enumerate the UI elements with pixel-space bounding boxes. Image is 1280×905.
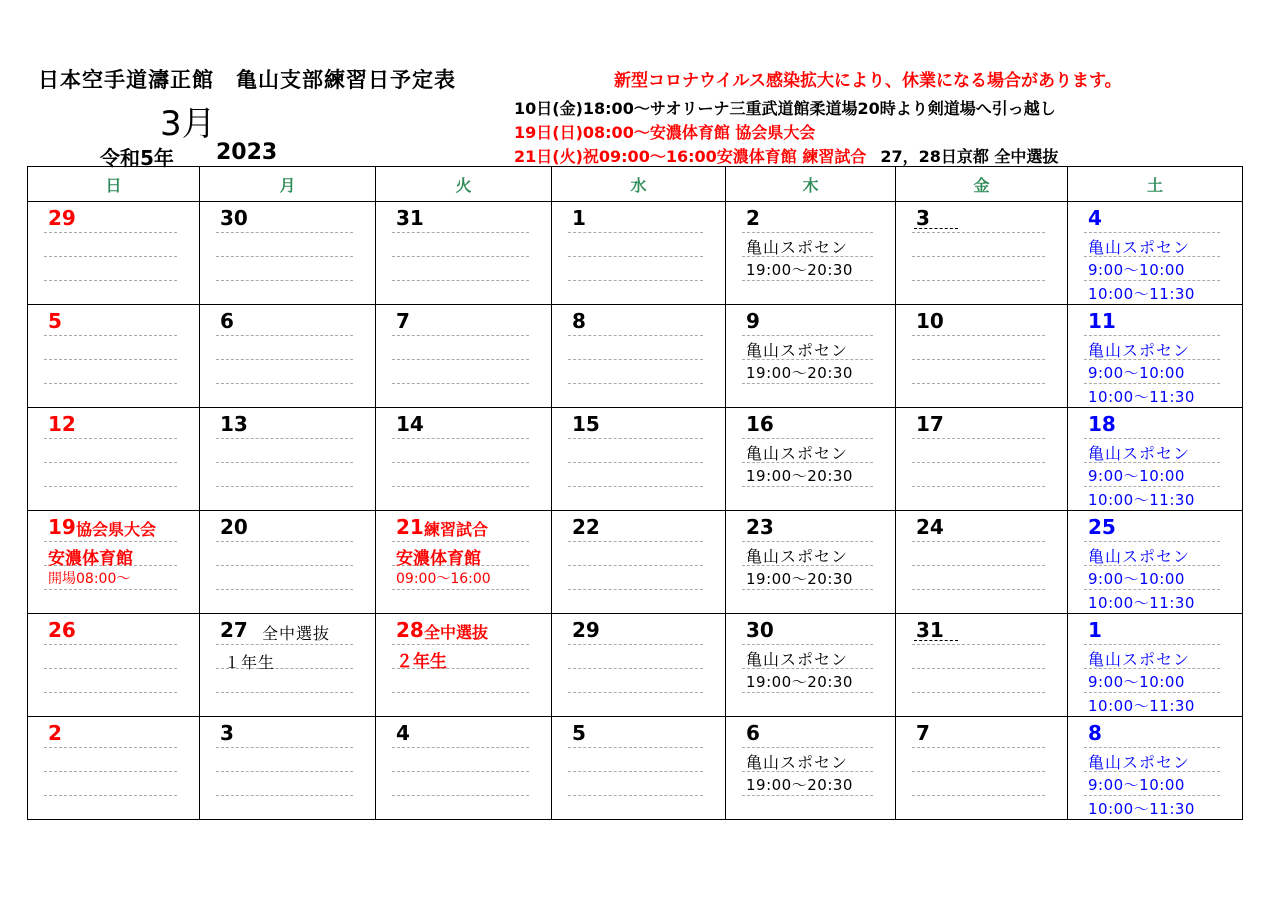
- day-number: 31: [916, 618, 944, 642]
- warning-notice: 新型コロナウイルス感染拡大により、休業になる場合があります。: [614, 71, 1122, 91]
- day-number: 10: [916, 309, 944, 333]
- day-number: 4: [396, 721, 410, 745]
- event-time: 10:00～11:30: [1088, 594, 1195, 612]
- dashed-guide-line: [568, 383, 703, 384]
- day-number: 5: [48, 309, 62, 333]
- week-row: [28, 408, 1243, 511]
- day-number: 6: [746, 721, 760, 745]
- day-number: 3: [916, 206, 930, 230]
- event-tag: 練習試合: [424, 520, 489, 539]
- day-cell[interactable]: [1068, 202, 1243, 305]
- dashed-guide-line: [392, 438, 529, 439]
- event-time: 9:00～10:00: [1088, 364, 1185, 382]
- day-number: 24: [916, 515, 944, 539]
- event-time: 開場08:00～: [48, 571, 131, 587]
- dashed-guide-line: [216, 280, 353, 281]
- page-title: 日本空手道濤正館 亀山支部練習日予定表: [38, 67, 456, 92]
- day-cell[interactable]: [552, 408, 726, 511]
- day-cell[interactable]: [376, 511, 552, 614]
- dashed-guide-line: [742, 747, 873, 748]
- dashed-guide-line: [392, 644, 529, 645]
- weekday-header: 土: [1068, 167, 1243, 202]
- dashed-guide-line: [912, 644, 1045, 645]
- dashed-guide-line: [1084, 644, 1220, 645]
- day-number: 1: [572, 206, 586, 230]
- day-number: 18: [1088, 412, 1116, 436]
- day-cell[interactable]: [726, 202, 896, 305]
- event-venue: 亀山スポセン: [1088, 238, 1191, 257]
- event-time: 10:00～11:30: [1088, 388, 1195, 406]
- weekday-header: 金: [896, 167, 1068, 202]
- day-number: 4: [1088, 206, 1102, 230]
- dashed-guide-line: [568, 462, 703, 463]
- dashed-guide-line: [568, 486, 703, 487]
- weekday-header: 日: [28, 167, 200, 202]
- dashed-guide-line: [912, 589, 1045, 590]
- dashed-guide-line: [392, 795, 529, 796]
- event-venue: 亀山スポセン: [1088, 341, 1191, 360]
- dashed-guide-line: [216, 486, 353, 487]
- dashed-guide-line: [568, 747, 703, 748]
- dashed-guide-line: [392, 280, 529, 281]
- dashed-guide-line: [216, 589, 353, 590]
- event-venue: 安濃体育館: [48, 549, 133, 569]
- day-cell[interactable]: [726, 614, 896, 717]
- day-number: 30: [746, 618, 774, 642]
- event-time: 10:00～11:30: [1088, 800, 1195, 818]
- dashed-guide-line: [742, 541, 873, 542]
- weekday-header: 火: [376, 167, 552, 202]
- event-tag: 協会県大会: [76, 520, 157, 539]
- event-venue: 亀山スポセン: [746, 341, 849, 360]
- day-number: 26: [48, 618, 76, 642]
- dashed-guide-line: [742, 486, 873, 487]
- day-cell[interactable]: [28, 717, 200, 820]
- day-cell[interactable]: [376, 717, 552, 820]
- dashed-guide-line: [742, 383, 873, 384]
- day-number: 7: [916, 721, 930, 745]
- day-cell[interactable]: [726, 717, 896, 820]
- dashed-guide-line: [216, 383, 353, 384]
- event-time: 19:00～20:30: [746, 467, 853, 485]
- dashed-guide-line: [742, 589, 873, 590]
- dashed-guide-line: [568, 232, 703, 233]
- day-cell[interactable]: [552, 305, 726, 408]
- event-venue: ２年生: [396, 652, 447, 672]
- dashed-guide-line: [216, 565, 353, 566]
- day-number: 17: [916, 412, 944, 436]
- event-venue: 亀山スポセン: [746, 650, 849, 669]
- dashed-guide-line: [742, 438, 873, 439]
- day-number: 23: [746, 515, 774, 539]
- dashed-guide-line: [1084, 541, 1220, 542]
- dashed-guide-line: [742, 232, 873, 233]
- dashed-guide-line: [1084, 438, 1220, 439]
- event-venue: 亀山スポセン: [746, 753, 849, 772]
- date-underline-marker: [914, 640, 958, 641]
- day-cell[interactable]: [1068, 717, 1243, 820]
- event-venue: 亀山スポセン: [1088, 753, 1191, 772]
- day-cell[interactable]: [28, 408, 200, 511]
- day-number: 19: [48, 515, 76, 539]
- event-time: 9:00～10:00: [1088, 467, 1185, 485]
- day-number: 30: [220, 206, 248, 230]
- dashed-guide-line: [216, 795, 353, 796]
- dashed-guide-line: [912, 541, 1045, 542]
- day-number: 7: [396, 309, 410, 333]
- day-cell[interactable]: [726, 408, 896, 511]
- dashed-guide-line: [1084, 589, 1220, 590]
- event-venue: 亀山スポセン: [1088, 444, 1191, 463]
- event-time: 10:00～11:30: [1088, 285, 1195, 303]
- event-tag: 全中選抜: [262, 624, 331, 643]
- dashed-guide-line: [216, 438, 353, 439]
- dashed-guide-line: [912, 692, 1045, 693]
- day-number: 15: [572, 412, 600, 436]
- dashed-guide-line: [392, 383, 529, 384]
- day-cell[interactable]: [1068, 408, 1243, 511]
- dashed-guide-line: [1084, 486, 1220, 487]
- dashed-guide-line: [216, 747, 353, 748]
- week-row: [28, 717, 1243, 820]
- event-venue: 亀山スポセン: [746, 238, 849, 257]
- dashed-guide-line: [44, 359, 177, 360]
- dashed-guide-line: [568, 565, 703, 566]
- dashed-guide-line: [44, 280, 177, 281]
- day-number: 2: [48, 721, 62, 745]
- dashed-guide-line: [912, 280, 1045, 281]
- day-cell[interactable]: [896, 717, 1068, 820]
- dashed-guide-line: [216, 256, 353, 257]
- dashed-guide-line: [1084, 383, 1220, 384]
- dashed-guide-line: [1084, 232, 1220, 233]
- dashed-guide-line: [216, 232, 353, 233]
- dashed-guide-line: [44, 462, 177, 463]
- dashed-guide-line: [44, 541, 177, 542]
- day-number: 5: [572, 721, 586, 745]
- dashed-guide-line: [216, 771, 353, 772]
- event-venue: 亀山スポセン: [746, 444, 849, 463]
- dashed-guide-line: [44, 747, 177, 748]
- day-cell[interactable]: [552, 511, 726, 614]
- dashed-guide-line: [392, 462, 529, 463]
- day-cell[interactable]: [1068, 614, 1243, 717]
- dashed-guide-line: [912, 565, 1045, 566]
- dashed-guide-line: [392, 232, 529, 233]
- day-number: 13: [220, 412, 248, 436]
- day-number: 16: [746, 412, 774, 436]
- day-cell[interactable]: [28, 614, 200, 717]
- dashed-guide-line: [912, 795, 1045, 796]
- day-number: 31: [396, 206, 424, 230]
- day-cell[interactable]: [28, 202, 200, 305]
- day-number: 8: [572, 309, 586, 333]
- day-number: 27: [220, 618, 248, 642]
- day-number: 6: [220, 309, 234, 333]
- weekday-header: 木: [726, 167, 896, 202]
- day-number: 9: [746, 309, 760, 333]
- dashed-guide-line: [44, 771, 177, 772]
- dashed-guide-line: [912, 256, 1045, 257]
- weekday-header: 月: [200, 167, 376, 202]
- day-number: 21: [396, 515, 424, 539]
- day-cell[interactable]: [200, 202, 376, 305]
- month-label: 3月: [160, 104, 216, 144]
- event-time: 9:00～10:00: [1088, 570, 1185, 588]
- day-cell[interactable]: [1068, 305, 1243, 408]
- day-number: 20: [220, 515, 248, 539]
- dashed-guide-line: [742, 644, 873, 645]
- dashed-guide-line: [44, 589, 177, 590]
- day-number: 28: [396, 618, 424, 642]
- dashed-guide-line: [742, 692, 873, 693]
- dashed-guide-line: [1084, 795, 1220, 796]
- day-cell[interactable]: [28, 305, 200, 408]
- dashed-guide-line: [912, 771, 1045, 772]
- dashed-guide-line: [216, 541, 353, 542]
- day-cell[interactable]: [896, 408, 1068, 511]
- dashed-guide-line: [216, 644, 353, 645]
- event-time: 19:00～20:30: [746, 364, 853, 382]
- schedule-note-3-main: 21日(火)祝09:00～16:00安濃体育館 練習試合: [514, 147, 867, 166]
- dashed-guide-line: [216, 692, 353, 693]
- year-label: 2023: [216, 140, 278, 165]
- event-time: 10:00～11:30: [1088, 491, 1195, 509]
- day-number: 3: [220, 721, 234, 745]
- dashed-guide-line: [912, 383, 1045, 384]
- dashed-guide-line: [568, 668, 703, 669]
- day-cell[interactable]: [376, 202, 552, 305]
- event-time: 19:00～20:30: [746, 776, 853, 794]
- dashed-guide-line: [912, 438, 1045, 439]
- day-number: 29: [48, 206, 76, 230]
- day-cell[interactable]: [200, 717, 376, 820]
- dashed-guide-line: [568, 438, 703, 439]
- day-cell[interactable]: [200, 614, 376, 717]
- day-cell[interactable]: [376, 614, 552, 717]
- week-row: [28, 614, 1243, 717]
- dashed-guide-line: [568, 692, 703, 693]
- dashed-guide-line: [912, 486, 1045, 487]
- day-cell[interactable]: [376, 305, 552, 408]
- dashed-guide-line: [392, 747, 529, 748]
- event-venue: 亀山スポセン: [746, 547, 849, 566]
- event-venue: 亀山スポセン: [1088, 547, 1191, 566]
- dashed-guide-line: [44, 795, 177, 796]
- event-time: 9:00～10:00: [1088, 673, 1185, 691]
- dashed-guide-line: [392, 359, 529, 360]
- dashed-guide-line: [44, 232, 177, 233]
- dashed-guide-line: [1084, 280, 1220, 281]
- dashed-guide-line: [568, 359, 703, 360]
- schedule-note-1: 10日(金)18:00～サオリーナ三重武道館柔道場20時より剣道場へ引っ越し: [514, 99, 1056, 118]
- event-venue: 亀山スポセン: [1088, 650, 1191, 669]
- event-time: 10:00～11:30: [1088, 697, 1195, 715]
- dashed-guide-line: [912, 747, 1045, 748]
- day-cell[interactable]: [200, 408, 376, 511]
- week-row: [28, 305, 1243, 408]
- dashed-guide-line: [742, 335, 873, 336]
- dashed-guide-line: [1084, 335, 1220, 336]
- dashed-guide-line: [392, 692, 529, 693]
- dashed-guide-line: [568, 771, 703, 772]
- day-number: 11: [1088, 309, 1116, 333]
- schedule-note-2: 19日(日)08:00～安濃体育館 協会県大会: [514, 123, 816, 142]
- event-venue: 安濃体育館: [396, 549, 481, 569]
- dashed-guide-line: [912, 359, 1045, 360]
- dashed-guide-line: [1084, 692, 1220, 693]
- day-cell[interactable]: [376, 408, 552, 511]
- day-cell[interactable]: [726, 305, 896, 408]
- dashed-guide-line: [392, 335, 529, 336]
- weekday-header: 水: [552, 167, 726, 202]
- dashed-guide-line: [216, 335, 353, 336]
- day-number: 29: [572, 618, 600, 642]
- dashed-guide-line: [44, 486, 177, 487]
- day-cell[interactable]: [552, 202, 726, 305]
- day-cell[interactable]: [552, 614, 726, 717]
- date-underline-marker: [914, 228, 958, 229]
- day-cell[interactable]: [200, 511, 376, 614]
- day-cell[interactable]: [726, 511, 896, 614]
- weekday-header-row: [28, 167, 1243, 202]
- event-tag: 全中選抜: [424, 623, 489, 642]
- dashed-guide-line: [568, 280, 703, 281]
- dashed-guide-line: [568, 541, 703, 542]
- day-cell[interactable]: [896, 202, 1068, 305]
- dashed-guide-line: [216, 359, 353, 360]
- day-number: 8: [1088, 721, 1102, 745]
- dashed-guide-line: [392, 589, 529, 590]
- dashed-guide-line: [912, 668, 1045, 669]
- week-row: [28, 511, 1243, 614]
- day-number: 25: [1088, 515, 1116, 539]
- dashed-guide-line: [742, 795, 873, 796]
- dashed-guide-line: [392, 771, 529, 772]
- era-label: 令和5年: [100, 146, 174, 170]
- day-cell[interactable]: [896, 614, 1068, 717]
- day-cell[interactable]: [200, 305, 376, 408]
- dashed-guide-line: [568, 256, 703, 257]
- dashed-guide-line: [912, 335, 1045, 336]
- dashed-guide-line: [44, 256, 177, 257]
- dashed-guide-line: [44, 438, 177, 439]
- event-time: 19:00～20:30: [746, 673, 853, 691]
- day-number: 22: [572, 515, 600, 539]
- week-row: [28, 202, 1243, 305]
- calendar-table: [27, 166, 1243, 820]
- day-cell[interactable]: [1068, 511, 1243, 614]
- dashed-guide-line: [1084, 747, 1220, 748]
- dashed-guide-line: [568, 795, 703, 796]
- dashed-guide-line: [392, 486, 529, 487]
- schedule-note-3: [514, 144, 1058, 167]
- day-cell[interactable]: [552, 717, 726, 820]
- day-cell[interactable]: [28, 511, 200, 614]
- event-time: 19:00～20:30: [746, 570, 853, 588]
- dashed-guide-line: [44, 668, 177, 669]
- event-time: 19:00～20:30: [746, 261, 853, 279]
- dashed-guide-line: [912, 232, 1045, 233]
- dashed-guide-line: [568, 589, 703, 590]
- day-number: 12: [48, 412, 76, 436]
- day-cell[interactable]: [896, 511, 1068, 614]
- event-time: 9:00～10:00: [1088, 261, 1185, 279]
- event-time: 9:00～10:00: [1088, 776, 1185, 794]
- dashed-guide-line: [568, 644, 703, 645]
- day-number: 1: [1088, 618, 1102, 642]
- event-time: 09:00～16:00: [396, 571, 491, 587]
- dashed-guide-line: [392, 256, 529, 257]
- dashed-guide-line: [44, 692, 177, 693]
- dashed-guide-line: [392, 541, 529, 542]
- day-cell[interactable]: [896, 305, 1068, 408]
- schedule-note-3-extra: 27，28日京都 全中選抜: [880, 147, 1059, 166]
- dashed-guide-line: [44, 335, 177, 336]
- dashed-guide-line: [568, 335, 703, 336]
- event-venue: １年生: [224, 653, 276, 672]
- dashed-guide-line: [44, 644, 177, 645]
- dashed-guide-line: [912, 462, 1045, 463]
- dashed-guide-line: [742, 280, 873, 281]
- day-number: 14: [396, 412, 424, 436]
- dashed-guide-line: [44, 383, 177, 384]
- day-number: 2: [746, 206, 760, 230]
- dashed-guide-line: [216, 462, 353, 463]
